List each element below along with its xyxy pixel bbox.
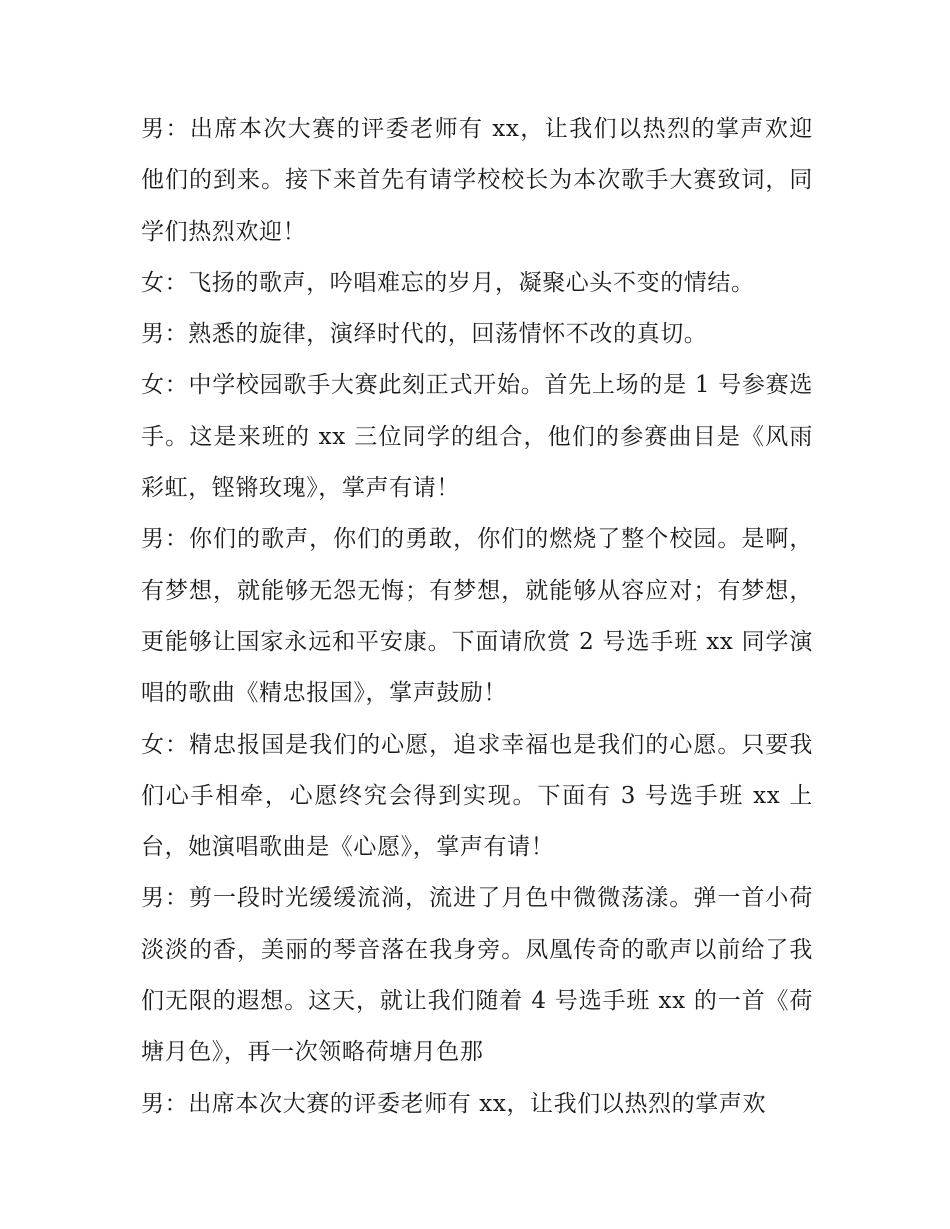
paragraph-8: 男：出席本次大赛的评委老师有 xx，让我们以热烈的掌声欢: [141, 1090, 767, 1117]
paragraph-1: 男：出席本次大赛的评委老师有 xx，让我们以热烈的掌声欢迎他们的到来。接下来首先有请学校校长为本次歌手大赛致词，同学们热烈欢迎！: [141, 116, 813, 245]
paragraph-6: 女：精忠报国是我们的心愿，追求幸福也是我们的心愿。只要我们心手相牵，心愿终究会得到实现。下面有 3 号选手班 xx 上台，她演唱歌曲是《心愿》，掌声有请！: [141, 731, 813, 861]
document-body: [141, 104, 813, 1130]
paragraph-4: 女：中学校园歌手大赛此刻正式开始。首先上场的是 1 号参赛选手。这是来班的 xx 三位同学的组合，他们的参赛曲目是《风雨彩虹，铿锵玫瑰》，掌声有请！: [141, 372, 813, 502]
paragraph-2: 女：飞扬的歌声，吟唱难忘的岁月，凝聚心头不变的情结。: [141, 269, 755, 296]
paragraph-3: 男：熟悉的旋律，演绎时代的，回荡情怀不改的真切。: [141, 321, 708, 348]
paragraph-7: 男：剪一段时光缓缓流淌，流进了月色中微微荡漾。弹一首小荷淡淡的香，美丽的琴音落在我身旁。凤凰传奇的歌声以前给了我们无限的遐想。这天，就让我们随着 4 号选手班 xx 的一首《荷塘月色》，再一次领略荷塘月色那: [141, 885, 813, 1066]
paragraph-5: 男：你们的歌声，你们的勇敢，你们的燃烧了整个校园。是啊，有梦想，就能够无怨无悔；有梦想，就能够从容应对；有梦想，更能够让国家永远和平安康。下面请欣赏 2 号选手班 xx 同学演唱的歌曲《精忠报国》，掌声鼓励！: [141, 526, 813, 707]
